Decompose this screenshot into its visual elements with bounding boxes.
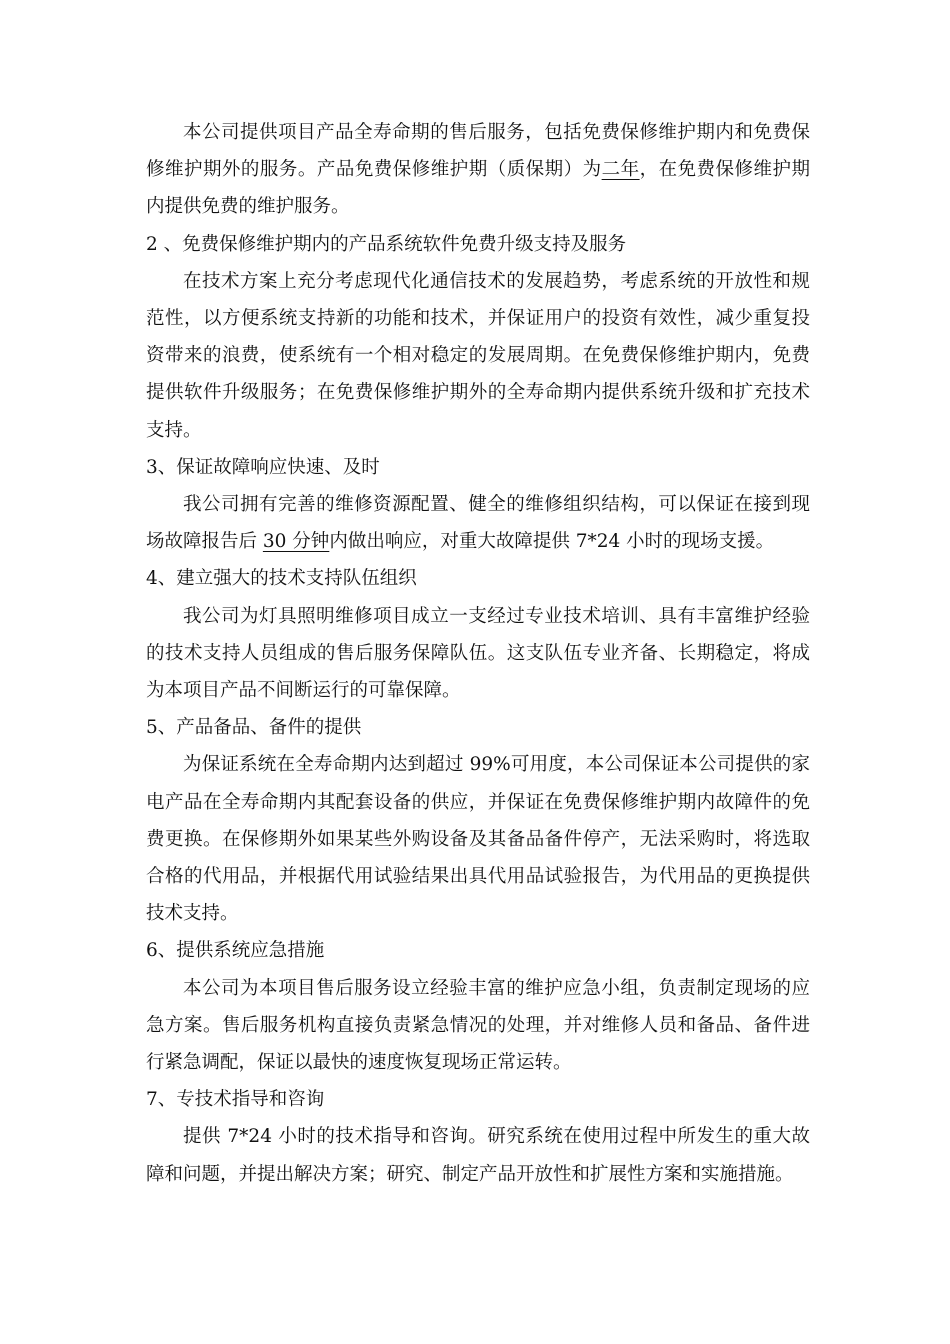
section-heading-4: 4、建立强大的技术支持队伍组织 — [146, 568, 417, 590]
paragraph-support-team: 我公司为灯具照明维修项目成立一支经过专业技术培训、具有丰富维护经验的技术支持人员组成的售后服务保障队伍。这支队伍专业齐备、长期稳定，将成为本项目产品不间断运行的可靠保障。 — [146, 605, 810, 702]
paragraph-software-upgrade: 在技术方案上充分考虑现代化通信技术的发展趋势，考虑系统的开放性和规范性，以方便系统支持新的功能和技术，并保证用户的投资有效性，减少重复投资带来的浪费，使系统有一个相对稳定的发展周期。在免费保修维护期内，免费提供软件升级服务；在免费保修维护期外的全寿命期内提供系统升级和扩充技术支持。 — [146, 270, 810, 441]
paragraph-text: ，在免费保修维护期内提供免费的维护服务。 — [146, 159, 810, 218]
paragraph-fault-response — [146, 486, 810, 560]
section-heading-2: 2 、免费保修维护期内的产品系统软件免费升级支持及服务 — [146, 233, 627, 255]
section-heading-3: 3、保证故障响应快速、及时 — [146, 456, 380, 478]
paragraph-spare-parts: 为保证系统在全寿命期内达到超过 99%可用度，本公司保证本公司提供的家电产品在全寿命期内其配套设备的供应，并保证在免费保修维护期内故障件的免费更换。在保修期外如果某些外购设备及其备品备件停产，无法采购时，将选取合格的代用品，并根据代用试验结果出具代用品试验报告，为代用品的更换提供技术支持。 — [146, 754, 810, 925]
document-body — [146, 114, 810, 1193]
paragraph-after-sales-service — [146, 114, 810, 226]
warranty-period-underlined: 二年 — [601, 159, 640, 181]
paragraph-text: 本公司提供项目产品全寿命期的售后服务，包括免费保修维护期内和免费保修维护期外的服务。产品免费保修维护期（质保期）为 — [146, 122, 810, 181]
section-heading-6: 6、提供系统应急措施 — [146, 940, 325, 962]
response-time-underlined: 30 分钟 — [262, 531, 330, 553]
section-heading-5: 5、产品备品、备件的提供 — [146, 717, 362, 739]
paragraph-text: 内做出响应，对重大故障提供 7*24 小时的现场支援。 — [329, 531, 775, 553]
paragraph-technical-guidance: 提供 7*24 小时的技术指导和咨询。研究系统在使用过程中所发生的重大故障和问题，并提出解决方案；研究、制定产品开放性和扩展性方案和实施措施。 — [146, 1126, 810, 1185]
paragraph-emergency-measures: 本公司为本项目售后服务设立经验丰富的维护应急小组，负责制定现场的应急方案。售后服务机构直接负责紧急情况的处理，并对维修人员和备品、备件进行紧急调配，保证以最快的速度恢复现场正常运转。 — [146, 977, 810, 1074]
section-heading-7: 7、专技术指导和咨询 — [146, 1089, 325, 1111]
paragraph-text: 我公司拥有完善的维修资源配置、健全的维修组织结构，可以保证在接到现场故障报告后 — [146, 494, 810, 553]
